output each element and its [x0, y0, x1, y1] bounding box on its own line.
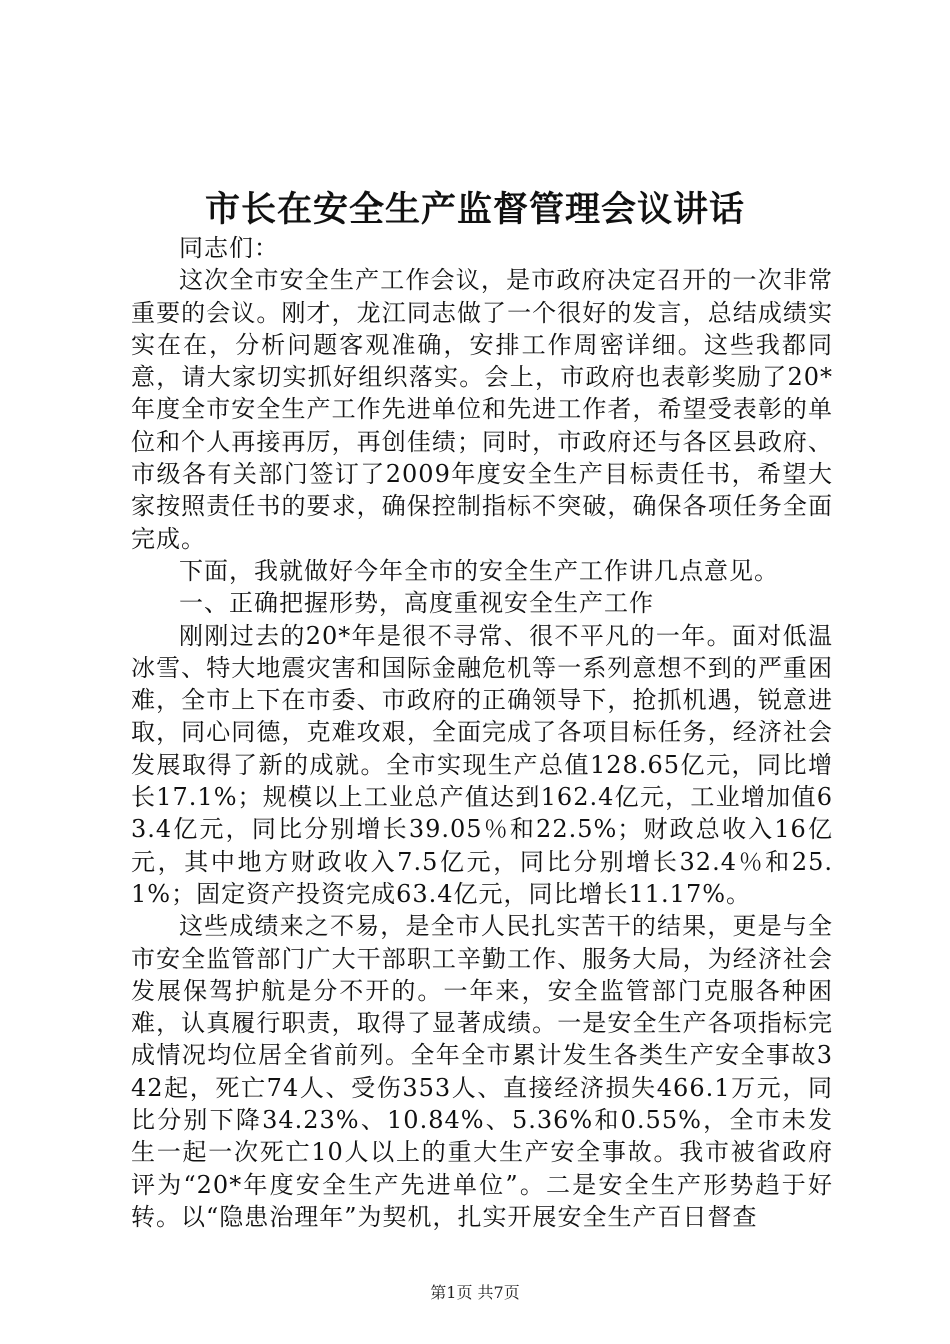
document-body: [131, 232, 833, 1233]
page-number-footer: 第1页 共7页: [430, 1283, 520, 1302]
paragraph: 这次全市安全生产工作会议，是市政府决定召开的一次非常重要的会议。刚才，龙江同志做了一个很好的发言，总结成绩实实在在，分析问题客观准确，安排工作周密详细。这些我都同意，请大家切实抓好组织落实。会上，市政府也表彰奖励了20*年度全市安全生产工作先进单位和先进工作者，希望受表彰的单位和个人再接再厉，再创佳绩；同时，市政府还与各区县政府、市级各有关部门签订了2009年度安全生产目标责任书，希望大家按照责任书的要求，确保控制指标不突破，确保各项任务全面完成。: [131, 266, 833, 553]
paragraph: 刚刚过去的20*年是很不寻常、很不平凡的一年。面对低温冰雪、特大地震灾害和国际金融危机等一系列意想不到的严重困难，全市上下在市委、市政府的正确领导下，抢抓机遇，锐意进取，同心同德，克难攻艰，全面完成了各项目标任务，经济社会发展取得了新的成就。全市实现生产总值128.65亿元，同比增长17.1%；规模以上工业总产值达到162.4亿元，工业增加值63.4亿元，同比分别增长39.05％和22.5%；财政总收入16亿元，其中地方财政收入7.5亿元，同比分别增长32.4％和25.1%；固定资产投资完成63.4亿元，同比增长11.17%。: [131, 621, 833, 908]
salutation: 同志们：: [179, 234, 279, 262]
document-title: 市长在安全生产监督管理会议讲话: [204, 189, 745, 230]
paragraph: 这些成绩来之不易，是全市人民扎实苦干的结果，更是与全市安全监管部门广大干部职工辛勤工作、服务大局，为经济社会发展保驾护航是分不开的。一年来，安全监管部门克服各种困难，认真履行职责，取得了显著成绩。一是安全生产各项指标完成情况均位居全省前列。全年全市累计发生各类生产安全事故342起，死亡74人、受伤353人、直接经济损失466.1万元，同比分别下降34.23%、10.84%、5.36%和0.55%，全市未发生一起一次死亡10人以上的重大生产安全事故。我市被省政府评为“20*年度安全生产先进单位”。二是安全生产形势趋于好转。以“隐患治理年”为契机，扎实开展安全生产百日督查: [131, 912, 833, 1231]
section-heading: 一、正确把握形势，高度重视安全生产工作: [179, 589, 654, 618]
paragraph: 下面，我就做好今年全市的安全生产工作讲几点意见。: [179, 556, 779, 585]
